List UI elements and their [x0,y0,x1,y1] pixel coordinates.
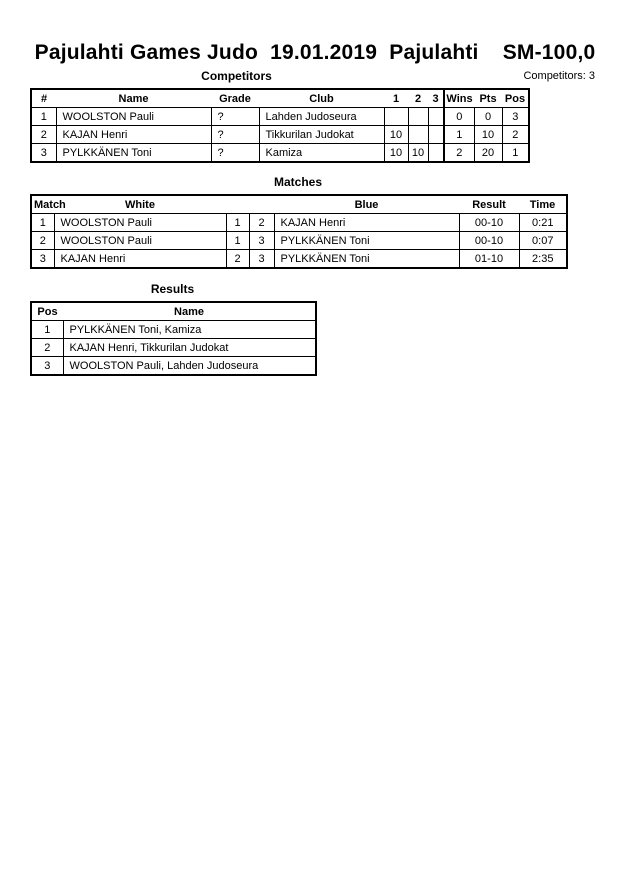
cell-white-name: WOOLSTON Pauli [54,232,226,250]
matches-section-title: Matches [273,175,323,189]
column-header-white: White [54,195,226,214]
cell-wins: 1 [444,126,474,144]
cell-round2: 10 [408,144,428,163]
table-row [31,144,529,163]
cell-blue-name: PYLKKÄNEN Toni [274,250,459,269]
column-header-pos: Pos [31,302,63,321]
cell-white-name: KAJAN Henri [54,250,226,269]
table-row [31,108,529,126]
cell-round3 [428,144,444,163]
column-header-name: Name [63,302,316,321]
column-header-round1: 1 [384,89,408,108]
cell-club: Lahden Judoseura [259,108,384,126]
column-header-pts: Pts [474,89,502,108]
cell-white-name: WOOLSTON Pauli [54,214,226,232]
competitors-section-title: Competitors [201,69,272,83]
cell-round3 [428,108,444,126]
cell-round1: 10 [384,126,408,144]
cell-number: 1 [31,108,56,126]
cell-result: 01-10 [459,250,519,269]
table-row [31,339,316,357]
results-table [30,301,317,376]
cell-time: 2:35 [519,250,567,269]
cell-round1: 10 [384,144,408,163]
cell-name: WOOLSTON Pauli [56,108,211,126]
cell-name: KAJAN Henri [56,126,211,144]
cell-round2 [408,126,428,144]
column-header-white-number [226,195,249,214]
cell-white-number: 2 [226,250,249,269]
cell-name: WOOLSTON Pauli, Lahden Judoseura [63,357,316,376]
cell-round3 [428,126,444,144]
competitors-table [30,88,530,163]
cell-club: Kamiza [259,144,384,163]
cell-grade: ? [211,108,259,126]
column-header-blue-number [249,195,274,214]
cell-grade: ? [211,126,259,144]
cell-name: KAJAN Henri, Tikkurilan Judokat [63,339,316,357]
matches-header-row [31,195,567,214]
cell-number: 2 [31,126,56,144]
cell-match-number: 3 [31,250,54,269]
cell-grade: ? [211,144,259,163]
cell-number: 3 [31,144,56,163]
cell-pts: 20 [474,144,502,163]
cell-blue-number: 3 [249,232,274,250]
cell-pts: 0 [474,108,502,126]
table-row [31,321,316,339]
cell-match-number: 2 [31,232,54,250]
cell-pos: 1 [31,321,63,339]
column-header-round3: 3 [428,89,444,108]
column-header-wins: Wins [444,89,474,108]
column-header-pos: Pos [502,89,529,108]
cell-pos: 1 [502,144,529,163]
cell-time: 0:07 [519,232,567,250]
cell-match-number: 1 [31,214,54,232]
cell-club: Tikkurilan Judokat [259,126,384,144]
cell-name: PYLKKÄNEN Toni [56,144,211,163]
cell-pts: 10 [474,126,502,144]
cell-time: 0:21 [519,214,567,232]
cell-blue-name: PYLKKÄNEN Toni [274,232,459,250]
cell-name: PYLKKÄNEN Toni, Kamiza [63,321,316,339]
results-header-row [31,302,316,321]
competitors-count: Competitors: 3 [523,70,595,82]
cell-round1 [384,108,408,126]
cell-pos: 3 [31,357,63,376]
cell-blue-name: KAJAN Henri [274,214,459,232]
competitors-header-row [31,89,529,108]
cell-pos: 2 [31,339,63,357]
table-row [31,214,567,232]
column-header-grade: Grade [211,89,259,108]
results-section-title: Results [150,282,195,296]
cell-pos: 3 [502,108,529,126]
column-header-round2: 2 [408,89,428,108]
table-row [31,232,567,250]
cell-blue-number: 2 [249,214,274,232]
page-title: Pajulahti Games Judo 19.01.2019 Pajulahti SM-100,0 [34,41,596,64]
column-header-match: Match [31,195,54,214]
cell-result: 00-10 [459,232,519,250]
cell-wins: 0 [444,108,474,126]
column-header-club: Club [259,89,384,108]
table-row [31,357,316,376]
column-header-time: Time [519,195,567,214]
column-header-blue: Blue [274,195,459,214]
cell-pos: 2 [502,126,529,144]
column-header-name: Name [56,89,211,108]
table-row [31,250,567,269]
cell-result: 00-10 [459,214,519,232]
cell-wins: 2 [444,144,474,163]
column-header-number: # [31,89,56,108]
cell-round2 [408,108,428,126]
column-header-result: Result [459,195,519,214]
cell-blue-number: 3 [249,250,274,269]
matches-table [30,194,568,269]
table-row [31,126,529,144]
cell-white-number: 1 [226,232,249,250]
cell-white-number: 1 [226,214,249,232]
